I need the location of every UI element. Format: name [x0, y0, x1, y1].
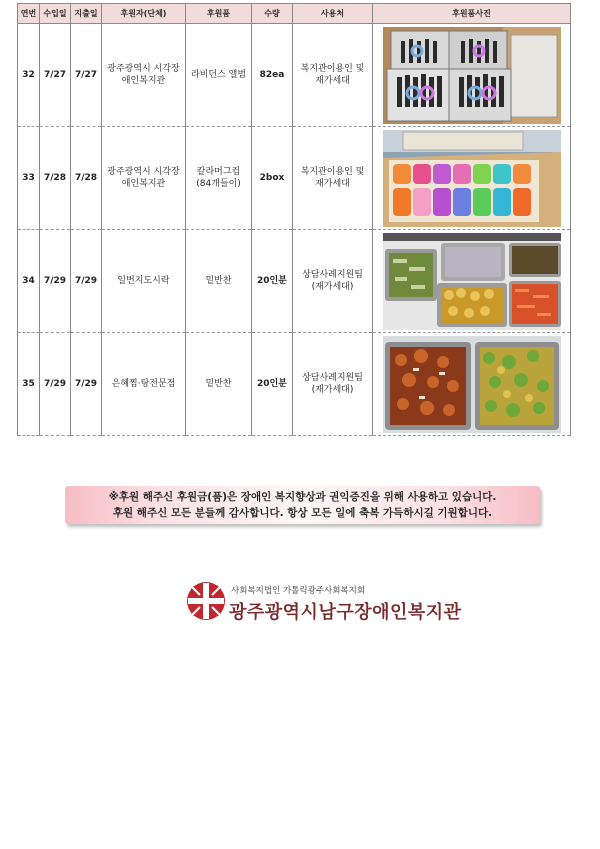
cell-expense-date: 7/29 [71, 230, 102, 333]
cell-qty: 82ea [252, 24, 293, 127]
table-row [18, 333, 571, 436]
donation-table [17, 3, 571, 436]
header-photo: 후원품사진 [373, 4, 571, 24]
cell-no: 35 [18, 333, 40, 436]
header-income-date: 수입일 [40, 4, 71, 24]
cell-no: 34 [18, 230, 40, 333]
cell-qty: 20인분 [252, 333, 293, 436]
cell-photo [373, 127, 571, 230]
cell-usage: 상담사례지원팀 (재가세대) [293, 333, 373, 436]
table-row [18, 230, 571, 333]
cell-donor: 광주광역시 시각장애인복지관 [102, 24, 186, 127]
header-usage: 사용처 [293, 4, 373, 24]
notice-line-2: 후원 해주신 모든 분들께 감사합니다. 항상 모든 일에 축복 가득하시길 기원합니다. [112, 507, 493, 519]
cell-donor: 은혜찜·탕전문점 [102, 333, 186, 436]
notice-line-1: ※후원 해주신 후원금(품)은 장애인 복지향상과 권익증진을 위해 사용하고 있습니다. [108, 491, 497, 503]
org-parent-name: 사회복지법인 가톨릭광주사회복지회 [231, 586, 366, 596]
side-dish-photo [383, 233, 561, 330]
cell-item: 밑반찬 [186, 333, 252, 436]
header-no: 연번 [18, 4, 40, 24]
header-qty: 수량 [252, 4, 293, 24]
cell-item: 칼라머그컵 (84개들이) [186, 127, 252, 230]
cell-no: 32 [18, 24, 40, 127]
cell-usage: 상담사례지원팀 (재가세대) [293, 230, 373, 333]
cell-photo [373, 24, 571, 127]
table-header-row [18, 4, 571, 24]
cell-usage: 복지관이용인 및 재가세대 [293, 24, 373, 127]
cell-expense-date: 7/29 [71, 333, 102, 436]
cell-item: 밑반찬 [186, 230, 252, 333]
steamed-dish-photo [383, 336, 561, 433]
cell-photo [373, 230, 571, 333]
cell-expense-date: 7/27 [71, 24, 102, 127]
cell-expense-date: 7/28 [71, 127, 102, 230]
table-row [18, 24, 571, 127]
album-photo [383, 27, 561, 124]
table-row [18, 127, 571, 230]
cell-qty: 2box [252, 127, 293, 230]
cell-no: 33 [18, 127, 40, 230]
organization-logo [185, 580, 462, 630]
cell-income-date: 7/27 [40, 24, 71, 127]
cell-income-date: 7/29 [40, 230, 71, 333]
mug-box-photo [383, 130, 561, 227]
header-donor: 후원자(단체) [102, 4, 186, 24]
thank-you-notice [65, 486, 540, 524]
cell-item: 라비던스 앨범 [186, 24, 252, 127]
cell-income-date: 7/28 [40, 127, 71, 230]
cross-emblem-icon [185, 580, 227, 622]
cell-qty: 20인분 [252, 230, 293, 333]
header-expense-date: 지출일 [71, 4, 102, 24]
cell-usage: 복지관이용인 및 재가세대 [293, 127, 373, 230]
cell-income-date: 7/29 [40, 333, 71, 436]
cell-photo [373, 333, 571, 436]
header-item: 후원품 [186, 4, 252, 24]
cell-donor: 광주광역시 시각장애인복지관 [102, 127, 186, 230]
org-name: 광주광역시남구장애인복지관 [229, 602, 462, 623]
cell-donor: 일번지도시락 [102, 230, 186, 333]
